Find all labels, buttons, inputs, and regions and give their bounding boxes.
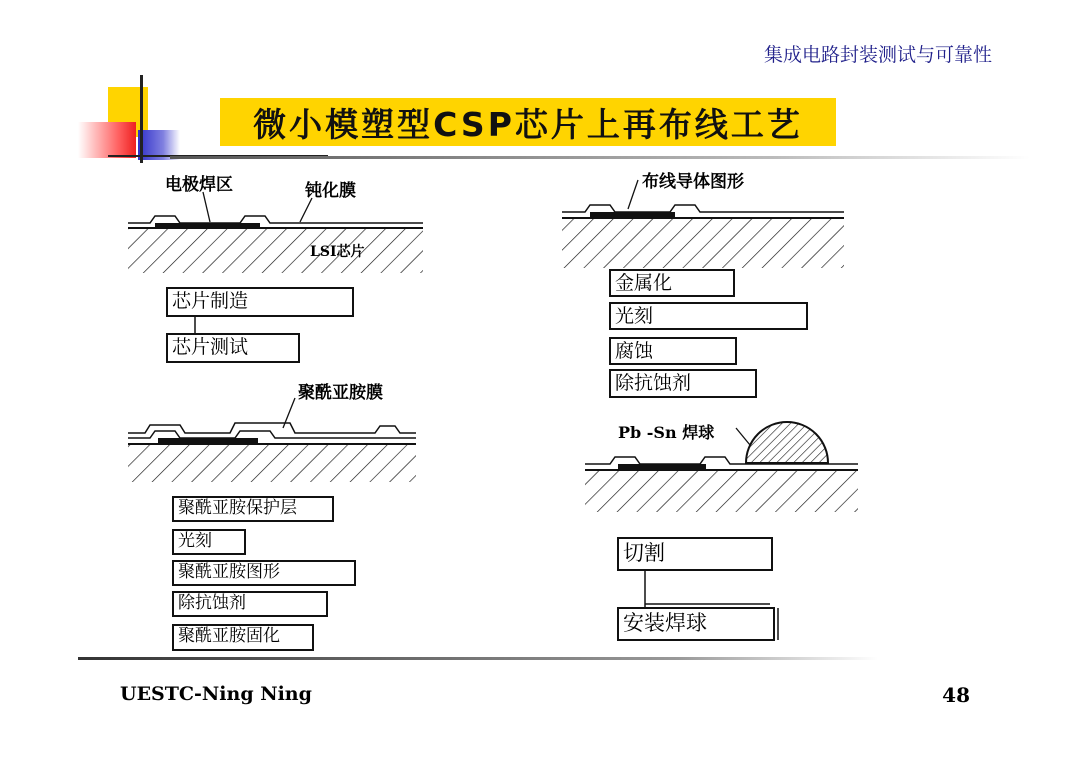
chip-section-electrode (128, 192, 423, 273)
step-chip-test: 芯片测试 (166, 333, 300, 363)
step-polyimide-protect: 聚酰亚胺保护层 (172, 496, 334, 522)
step-etching: 腐蚀 (609, 337, 737, 365)
label-lsi-chip: LSI芯片 (310, 244, 365, 260)
step-mount-solder-ball: 安装焊球 (617, 607, 775, 641)
label-electrode: 电极焊区 (165, 175, 233, 195)
step-lithography-2: 光刻 (609, 302, 808, 330)
step-polyimide-cure: 聚酰亚胺固化 (172, 624, 314, 651)
step-chip-manufacture: 芯片制造 (166, 287, 354, 317)
page-number: 48 (942, 683, 970, 707)
label-solder-ball: Pb -Sn 焊球 (618, 423, 715, 442)
chip-section-polyimide (128, 398, 416, 482)
label-polyimide-film: 聚酰亚胺膜 (298, 383, 383, 403)
step-lithography: 光刻 (172, 529, 246, 555)
label-wiring-pattern: 布线导体图形 (642, 172, 744, 192)
step-remove-resist-2: 除抗蚀剂 (609, 369, 757, 398)
step-dicing: 切割 (617, 537, 773, 571)
footer-author: UESTC-Ning Ning (120, 683, 312, 705)
footer-divider (78, 657, 878, 660)
step-remove-resist: 除抗蚀剂 (172, 591, 328, 617)
step-metallization: 金属化 (609, 269, 735, 297)
chip-section-wiring (562, 180, 844, 268)
label-passivation: 钝化膜 (305, 181, 356, 201)
step-polyimide-pattern: 聚酰亚胺图形 (172, 560, 356, 586)
course-header: 集成电路封装测试与可靠性 (763, 44, 992, 66)
page-title: 微小模塑型CSP芯片上再布线工艺 (253, 104, 803, 144)
